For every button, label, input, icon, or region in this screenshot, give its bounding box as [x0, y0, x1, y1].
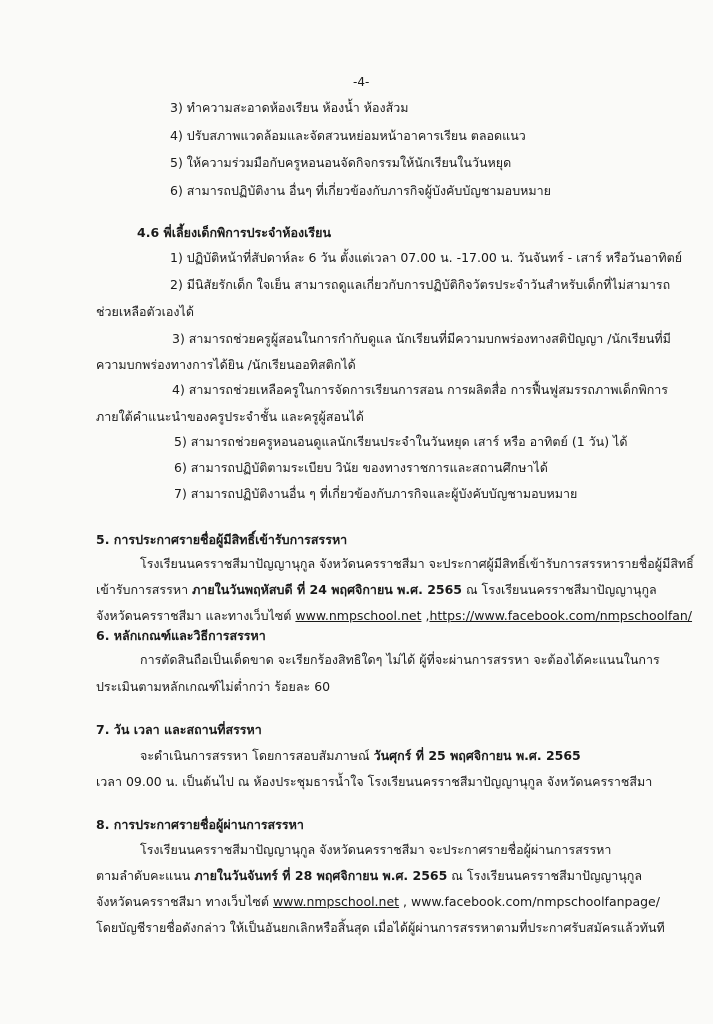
- section-heading-7: 7. วัน เวลา และสถานที่สรรหา: [96, 722, 262, 737]
- school-website-link[interactable]: www.nmpschool.net: [295, 608, 422, 623]
- list-item-continued: ช่วยเหลือตัวเองได้: [96, 304, 194, 319]
- list-item: 3) ทำความสะอาดห้องเรียน ห้องน้ำ ห้องส้วม: [170, 100, 409, 115]
- text-span: เข้ารับการสรรหา: [96, 582, 193, 597]
- page-number: -4-: [353, 75, 370, 89]
- list-item: 2) มีนิสัยรักเด็ก ใจเย็น สามารถดูแลเกี่ยวกับการปฏิบัติกิจวัตรประจำวันสำหรับเด็กที่ไม่สามารถ: [170, 277, 671, 292]
- interview-date: วันศุกร์ ที่ 25 พฤศจิกายน พ.ศ. 2565: [373, 748, 581, 763]
- list-item: 3) สามารถช่วยครูผู้สอนในการกำกับดูแล นักเรียนที่มีความบกพร่องทางสติปัญญา /นักเรียนที่มี: [172, 331, 671, 346]
- text-span: , www.facebook.com/nmpschoolfanpage/: [399, 894, 660, 909]
- paragraph-line: ประเมินตามหลักเกณฑ์ไม่ต่ำกว่า ร้อยละ 60: [96, 679, 331, 694]
- section-heading-8: 8. การประกาศรายชื่อผู้ผ่านการสรรหา: [96, 817, 304, 832]
- list-item: 4) สามารถช่วยเหลือครูในการจัดการเรียนการสอน การผลิตสื่อ การฟื้นฟูสมรรถภาพเด็กพิการ: [172, 382, 669, 397]
- school-website-link[interactable]: www.nmpschool.net: [272, 894, 400, 909]
- text-span: ณ โรงเรียนนครราชสีมาปัญญานุกูล: [461, 582, 657, 597]
- list-item: 6) สามารถปฏิบัติงาน อื่นๆ ที่เกี่ยวข้องกับภารกิจผู้บังคับบัญชามอบหมาย: [170, 183, 551, 198]
- result-date: ภายในวันจันทร์ ที่ 28 พฤศจิกายน พ.ศ. 2565: [194, 868, 448, 883]
- list-item: 7) สามารถปฏิบัติงานอื่น ๆ ที่เกี่ยวข้องกับภารกิจและผู้บังคับบัญชามอบหมาย: [174, 486, 578, 501]
- announcement-date: ภายในวันพฤหัสบดี ที่ 24 พฤศจิกายน พ.ศ. 2565: [192, 582, 462, 597]
- paragraph-line: โรงเรียนนครราชสีมาปัญญานุกูล จังหวัดนครราชสีมา จะประกาศผู้มีสิทธิ์เข้ารับการสรรหารายชื่อผู้มีสิทธิ์: [140, 556, 694, 571]
- paragraph-line: การตัดสินถือเป็นเด็ดขาด จะเรียกร้องสิทธิใดๆ ไม่ได้ ผู้ที่จะผ่านการสรรหา จะต้องได้คะแนนในการ: [140, 652, 660, 667]
- list-item-continued: ความบกพร่องทางการได้ยิน /นักเรียนออทิสติกได้: [96, 357, 356, 372]
- facebook-link[interactable]: https://www.facebook.com/nmpschoolfan/: [429, 608, 693, 623]
- list-item-continued: ภายใต้คำแนะนำของครูประจำชั้น และครูผู้สอนได้: [96, 409, 364, 424]
- paragraph-line: โดยบัญชีรายชื่อดังกล่าว ให้เป็นอันยกเลิกหรือสิ้นสุด เมื่อได้ผู้ผ่านการสรรหาตามที่ประกาศรับสมัครแล้วทันที: [96, 920, 665, 935]
- text-span: ,: [421, 608, 430, 623]
- text-span: ณ โรงเรียนนครราชสีมาปัญญานุกูล: [447, 868, 642, 883]
- list-item: 4) ปรับสภาพแวดล้อมและจัดสวนหย่อมหน้าอาคารเรียน ตลอดแนว: [170, 128, 526, 143]
- text-span: จังหวัดนครราชสีมา ทางเว็บไซต์: [96, 894, 273, 909]
- list-item: 6) สามารถปฏิบัติตามระเบียบ วินัย ของทางราชการและสถานศึกษาได้: [174, 460, 548, 475]
- list-item: 5) ให้ความร่วมมือกับครูหอนอนจัดกิจกรรมให้นักเรียนในวันหยุด: [170, 155, 512, 170]
- list-item: 1) ปฏิบัติหน้าที่สัปดาห์ละ 6 วัน ตั้งแต่เวลา 07.00 น. -17.00 น. วันจันทร์ - เสาร์ หรือวันอาทิตย์: [170, 250, 683, 265]
- text-span: ตามลำดับคะแนน: [96, 868, 195, 883]
- text-span: จะดำเนินการสรรหา โดยการสอบสัมภาษณ์: [140, 748, 374, 763]
- section-heading-6: 6. หลักเกณฑ์และวิธีการสรรหา: [96, 628, 266, 643]
- paragraph-line: [96, 582, 657, 598]
- text-span: จังหวัดนครราชสีมา และทางเว็บไซต์: [96, 608, 296, 623]
- paragraph-line: เวลา 09.00 น. เป็นต้นไป ณ ห้องประชุมธารน้ำใจ โรงเรียนนครราชสีมาปัญญานุกูล จังหวัดนครราชสีมา: [96, 774, 653, 789]
- list-item: 5) สามารถช่วยครูหอนอนดูแลนักเรียนประจำในวันหยุด เสาร์ หรือ อาทิตย์ (1 วัน) ได้: [174, 434, 628, 449]
- paragraph-line: [140, 748, 581, 764]
- section-heading-5: 5. การประกาศรายชื่อผู้มีสิทธิ์เข้ารับการสรรหา: [96, 532, 348, 547]
- paragraph-line: โรงเรียนนครราชสีมาปัญญานุกูล จังหวัดนครราชสีมา จะประกาศรายชื่อผู้ผ่านการสรรหา: [140, 842, 612, 857]
- section-heading-4-6: 4.6 พี่เลี้ยงเด็กพิการประจำห้องเรียน: [137, 225, 332, 240]
- paragraph-line: [96, 868, 642, 884]
- paragraph-line: [96, 608, 692, 624]
- paragraph-line: [96, 894, 660, 910]
